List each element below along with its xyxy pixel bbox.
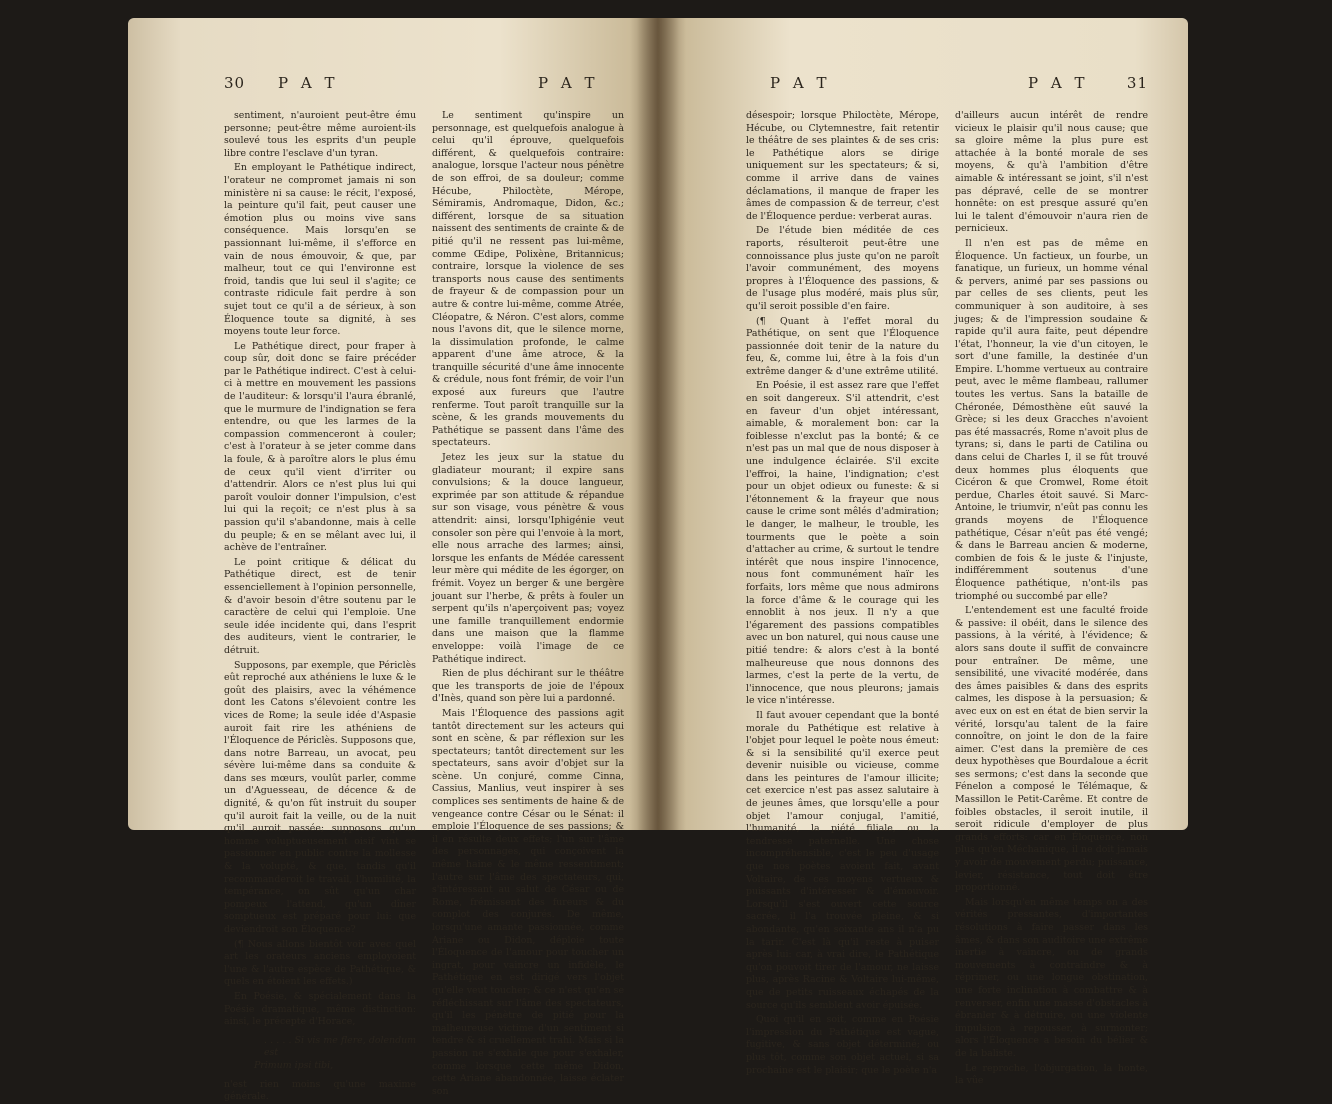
paragraph: En Poésie, il est assez rare que l'effet en soit dangereux. S'il attendrit, c'est en faveur d'un objet intéressant, aimable, & moralement bon: car la foiblesse n'exclut pas la bonté; & ce n'est pas un mal que de nous disposer à une indulgence éclairée. S'il excite l'effroi, la haine, l'indignation; c'est pour un objet odieux ou funeste: & si l'étonnement & la frayeur que nous cause le crime sont mêlés d'admiration; le danger, le malheur, le trouble, les tourments que le poète a soin d'attacher au crime, & surtout le tendre intérêt que nous inspire l'innocence, nous font communément haïr les forfaits, lors même que nous admirons la force d'âme & le courage qui les ennoblit à nos jeux. Il n'y a que l'égarement des passions compatibles avec un bon naturel, qui nous cause une pitié tendre: & alors c'est à la bonté malheureuse que nous donnons des larmes, c'est la perte de la vertu, de l'innocence, que nous pleurons; jamais le vice n'intéresse. bbox=[746, 380, 939, 707]
left-page bbox=[128, 18, 658, 1103]
paragraph: sentiment, n'auroient peut-être ému personne; peut-être même auroient-ils soulevé tous les esprits d'un peuple libre contre l'esclave d'un tyran. bbox=[224, 110, 416, 159]
paragraph: Le Pathétique direct, pour fraper à coup sûr, doit donc se faire précéder par le Pathétique indirect. C'est à celui-ci à mettre en mouvement les passions de l'auditeur: & lorsqu'il l'aura ébranlé, que le murmure de l'indignation se fera entendre, ou que les larmes de la compassion commenceront à couler; c'est à l'orateur à se jeter comme dans la foule, & à paroître alors le plus ému de ceux qu'il vient d'irriter ou d'attendrir. Alors ce n'est plus lui qui paroît vouloir donner l'impulsion, c'est lui qui la reçoit; ce n'est plus à sa passion qu'il s'abandonne, mais à celle du peuple; & en se mêlant avec lui, il achève de l'entraîner. bbox=[224, 340, 416, 554]
paragraph: n'est rien moins qu'une maxime générale. bbox=[224, 1078, 416, 1103]
column-2 bbox=[955, 110, 1148, 1087]
text-columns bbox=[224, 110, 624, 1103]
paragraph: Quoi qu'il en soit, comme en Poésie l'impression du Pathétique est vague, fugitive, & sans objet déterminé; ou plus tôt, comme son objet actuel, si sa prochaine est le plaisir; que le poète n'a bbox=[746, 1014, 939, 1076]
paragraph: Il n'en est pas de même en Éloquence. Un factieux, un fourbe, un fanatique, un furieux, un homme vénal & pervers, animé par ses passions ou par celles de ses clients, peut les communiquer à son auditoire, à ses juges; & de l'impression soudaine & rapide qu'il aura faite, peut dépendre l'état, l'honneur, la vie d'un citoyen, le sort d'une famille, la destinée d'un Empire. L'homme vertueux au contraire peut, avec le même flambeau, rallumer toutes les vertus. Sans la bataille de Chéronée, Démosthène eût sauvé la Grèce; si les deux Gracches n'avoient pas été massacrés, Rome n'avoit plus de tyrans; si, dans le parti de Catilina ou dans celui de Charles I, il se fût trouvé deux hommes plus éloquents que Cicéron & que Cromwel, Rome étoit perdue, Charles étoit sauvé. Si Marc-Antoine, le triumvir, n'eût pas connu les grands moyens de l'Éloquence pathétique, César n'eût pas été vengé; & dans le Barreau ancien & moderne, combien de fois & le juste & l'injuste, indifféremment soutenus d'une Éloquence pathétique, n'ont-ils pas triomphé ou succombé par elle? bbox=[955, 237, 1148, 602]
running-head: P A T bbox=[770, 74, 831, 92]
paragraph: désespoir; lorsque Philoctète, Mérope, Hécube, ou Clytemnestre, fait retentir le théâtre de ses plaintes & de ses cris: le Pathétique alors se dirige uniquement sur les spectateurs; & si, comme il arrive dans de vaines déclamations, il manque de fraper les âmes de compassion & de terreur, c'est de l'Éloquence perdue: verberat auras. bbox=[746, 110, 939, 222]
running-head: P A T bbox=[278, 74, 339, 92]
page-header bbox=[128, 74, 658, 100]
paragraph: Rien de plus déchirant sur le théâtre que les transports de joie de l'époux d'Inès, quand son père lui a pardonné. bbox=[432, 668, 624, 705]
gutter-shadow bbox=[630, 18, 658, 830]
paragraph: Supposons, par exemple, que Périclès eût reproché aux athéniens le luxe & le goût des plaisirs, avec la véhémence dont les Catons s'élevoient contre les vices de Rome; la seule idée d'Aspasie auroit fait rire les athéniens de l'Éloquence de Périclès. Supposons que, dans notre Barreau, un avocat, peu sévère lui-même dans sa conduite & dans ses mœurs, voulût parler, comme un d'Aguesseau, de décence & de dignité, & qu'on fût instruit du souper qu'il auroit fait la veille, ou de la nuit qu'il auroit passée; supposons qu'un homme voluptueusement oisif vint se passionner en public contre la mollesse & la volupté, & que, tandis qu'il recommanderoit le travail, l'humilité, la tempérance, on sût qu'un char pompeux l'attend, qu'un dîner somptueux est préparé pour lui: que deviendroit son Éloquence? bbox=[224, 659, 416, 935]
column-1 bbox=[224, 110, 416, 1103]
paragraph: Mais l'Éloquence des passions agit tantôt directement sur les acteurs qui sont en scène, & par réflexion sur les spectateurs; tantôt directement sur les spectateurs, sans avoir d'objet sur la scène. Un conjuré, comme Cinna, Cassius, Manlius, veut inspirer à ses complices ses sentiments de haine & de vengeance contre César ou le Sénat: il emploie l'Éloquence de ses passions; & il en résulte deux effets; l'un sur l'âme des personnages, qui conçoivent la même haine & le même ressentiment; l'autre sur l'âme des spectateurs, qui, s'intéressant au salut de César ou de Rome, frémissent des fureurs & du complot des conjurés. De même, lorsqu'une amante passionnée, comme Ariane ou Didon, déploie toute l'Éloquence de l'amour pour toucher un ingrat, pour vaincre un infidèle, le Pathétique en est dirigé vers l'objet qu'elle veut toucher; & ce n'est qu'en se réfléchissant sur l'âme des spectateurs, qu'il les pénètre de pitié pour la malheureuse victime d'un sentiment si tendre & si cruellement trahi. Mais si la passion ne s'exhale que pour s'exhaler, comme lorsque cette même Didon, cette Ariane abandonnée, laisse éclater son bbox=[432, 707, 624, 1097]
column-1 bbox=[746, 110, 939, 1076]
paragraph: (¶ Quant à l'effet moral du Pathétique, on sent que l'Éloquence passionnée doit tenir de la nature du feu, &, comme lui, être à la fois d'un extrême danger & d'une extrême utilité. bbox=[746, 315, 939, 377]
running-head: P A T bbox=[538, 74, 599, 92]
paragraph: Mais lorsqu'en même temps on a des vérités pressantes, d'importantes résolutions à faire passer dans les âmes, & dans son auditoire une extrême inertie à vaincre, ou de grands mouvements à contraindre & à réprimer, ou une longue obstination, une forte inclination à combattre & à renverser, enfin une masse d'obstacles à ébranler & à détruire, ou une violente impulsion à repousser, à surmonter; alors l'Éloquence a besoin du bélier & de la baliste. bbox=[955, 896, 1148, 1059]
text-columns bbox=[746, 110, 1148, 1087]
paragraph: (¶ Nous allons bientôt voir avec quel art les orateurs anciens employoient l'une & l'autre espèce de Pathétique, & quels en étoient les effets.) bbox=[224, 938, 416, 988]
paragraph: Il faut avouer cependant que la bonté morale du Pathétique est relative à l'objet pour lequel le poète nous émeut: & si la sensibilité qu'il exerce peut devenir nuisible ou vicieuse, comme dans les peintures de l'amour illicite; cet exercice n'est pas assez salutaire à de jeunes âmes, que lorsqu'elle a pour objet l'amour conjugal, l'amitié, l'humanité, la piété filiale, ou la tendresse paternelle. Une chose incompréhensible, c'est le peu d'usage que nos poètes avoient fait, avant Voltaire, de ces moyens vertueux & puissants d'intéresser & d'émouvoir. Lorsqu'il s'est ouvert cette source sacrée, il l'a trouvée pleine, & si abondante, qu'en soixante ans il n'a pu la tarir. C'est là qu'il reste à puiser après lui: car, à vrai dire, le Pathétique qu'on pouvoit tirer de l'amour, ne laisse plus, après Racine & Voltaire lui-même, que de petits ruisseaux échapés de la source qu'ils semblent avoir épuisée. bbox=[746, 709, 939, 1011]
running-head: P A T bbox=[1028, 74, 1089, 92]
gutter-shadow bbox=[658, 18, 686, 830]
page-header bbox=[658, 74, 1188, 100]
paragraph: L'entendement est une faculté froide & passive: il obéit, dans le silence des passions, à la vérité, à l'évidence; & alors sans doute il suffit de convaincre pour entraîner. De même, une sensibilité, une vivacité modérée, dans des âmes paisibles & dans des esprits calmes, les dispose à la persuasion; & avec eux on est en état de bien servir la vérité, lorsqu'au talent de la faire connoître, on joint le don de la faire aimer. C'est dans la première de ces deux hypothèses que Bourdaloue a écrit ses sermons; c'est dans la seconde que Fénelon a composé le Télémaque, & Massillon le Petit-Carême. Et contre de foibles obstacles, il seroit inutile, il seroit ridicule d'employer de plus grands efforts: car en Éloquence, non plus qu'en Méchanique, il ne doit jamais y avoir de mouvement perdu; puissance, levier, résistance, tout doit être proportionné. bbox=[955, 605, 1148, 894]
paragraph: En Poésie, & spécialement dans la Poésie dramatique, même distinction: ainsi, le précepte d'Horace, bbox=[224, 990, 416, 1028]
book-spread bbox=[128, 18, 1188, 1103]
paragraph: De l'étude bien méditée de ces raports, résulteroit peut-être une connoissance plus juste qu'on ne paroît l'avoir communément, des moyens propres à l'Éloquence des passions, & de l'usage plus modéré, mais plus sûr, qu'il seroit possible d'en faire. bbox=[746, 225, 939, 312]
paragraph: d'ailleurs aucun intérêt de rendre vicieux le plaisir qu'il nous cause; que sa gloire même la plus pure est attachée à la bonté morale de ses moyens, & qu'à l'ambition d'être aimable & intéressant se joint, s'il n'est pas dépravé, celle de se montrer honnête: on est presque assuré qu'en lui le talent d'émouvoir n'aura rien de pernicieux. bbox=[955, 110, 1148, 235]
verse-line: . . . . . Si vis me flere, dolendum est bbox=[264, 1034, 416, 1059]
right-page bbox=[658, 18, 1188, 1087]
page-number: 30 bbox=[224, 74, 246, 92]
paragraph: Jetez les jeux sur la statue du gladiateur mourant; il expire sans convulsions; & la douce langueur, exprimée par son attitude & répandue sur son visage, vous pénètre & vous attendrit: ainsi, lorsqu'Iphigénie veut consoler son père qui l'envoie à la mort, elle nous arrache des larmes; ainsi, lorsque les enfants de Médée caressent leur mère qui médite de les égorger, on frémit. Voyez un berger & une bergère jouant sur l'herbe, & prêts à fouler un serpent qu'ils n'aperçoivent pas; voyez une famille tranquillement endormie dans une maison que la flamme enveloppe: voilà l'image de ce Pathétique indirect. bbox=[432, 452, 624, 665]
paragraph: En employant le Pathétique indirect, l'orateur ne compromet jamais ni son ministère ni sa cause: le récit, l'exposé, la peinture qu'il fait, peut causer une émotion plus ou moins vive sans conséquence. Mais lorsqu'en se passionnant lui-même, il s'efforce en vain de nous émouvoir, & que, par malheur, tout ce qui l'environne est froid, tandis que lui seul il s'agite; ce contraste ridicule fait perdre à son sujet tout ce qu'il a de sérieux, à son Éloquence toute sa dignité, à ses moyens toute leur force. bbox=[224, 162, 416, 338]
paragraph: Le point critique & délicat du Pathétique direct, est de tenir essenciellement à l'opinion personnelle, & d'avoir besoin d'être soutenu par le caractère de celui qui l'emploie. Une seule idée incidente qui, dans l'esprit des auditeurs, vient le contrarier, le détruit. bbox=[224, 556, 416, 656]
column-2 bbox=[432, 110, 624, 1097]
page-number: 31 bbox=[1126, 74, 1148, 92]
paragraph: Le sentiment qu'inspire un personnage, est quelquefois analogue à celui qu'il éprouve, quelquefois différent, & quelquefois contraire: analogue, lorsque l'acteur nous pénètre de son effroi, de sa douleur; comme Hécube, Philoctète, Mérope, Sémiramis, Andromaque, Didon, &c.; différent, lorsque de sa situation naissent des sentiments de crainte & de pitié qu'il ne ressent pas lui-même, comme Œdipe, Polixène, Britannicus; contraire, lorsque la violence de ses transports nous cause des sentiments de frayeur & de compassion pour un autre & contre lui-même, comme Atrée, Cléopatre, & Néron. C'est alors, comme nous l'avons dit, que le silence morne, la dissimulation profonde, le calme apparent d'une âme atroce, & la tranquille sécurité d'une âme innocente & crédule, nous font frémir, de voir l'un exposé aux fureurs que l'autre renferme. Tout paroît tranquille sur la scène, & les grands mouvements du Pathétique se passent dans l'âme des spectateurs. bbox=[432, 110, 624, 449]
verse-line: Primum ipsi tibi, bbox=[254, 1059, 334, 1071]
paragraph: Le reproche, l'objurgation, la honte, la vûe bbox=[955, 1062, 1148, 1087]
